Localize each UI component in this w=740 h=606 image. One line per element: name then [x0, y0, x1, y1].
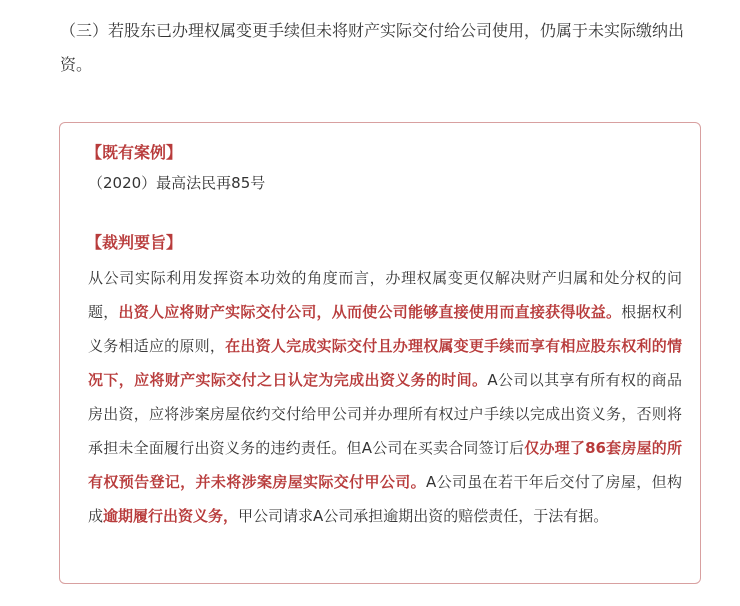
ruling-highlight: 出资人应将财产实际交付公司，从而使公司能够直接使用而直接获得收益。 — [118, 303, 622, 321]
ruling-segment: 从公司实际利用发挥资本功效的角度而言，办理权属变更仅解决财产归属和处分权的问题， — [88, 269, 682, 321]
existing-cases-heading: 【既有案例】 — [86, 143, 183, 162]
ruling-segment: A公司虽在若干年后交付了房屋，但构成 — [88, 473, 682, 525]
ruling-heading: 【裁判要旨】 — [86, 233, 183, 252]
case-box — [59, 122, 701, 584]
ruling-highlight: 在出资人完成实际交付且办理权属变更手续而享有相应股东权利的情况下，应将财产实际交付之日认定为完成出资义务的时间。 — [88, 337, 682, 389]
case-reference: （2020）最高法民再85号 — [88, 174, 266, 192]
ruling-segment: 根据权利义务相适应的原则， — [88, 303, 682, 355]
ruling-highlight: 仅办理了86套房屋的所有权预告登记，并未将涉案房屋实际交付甲公司。 — [88, 439, 683, 491]
ruling-segment: 甲公司请求A公司承担逾期出资的赔偿责任，于法有据。 — [238, 507, 609, 525]
ruling-body — [88, 261, 682, 533]
ruling-segment: A公司以其享有所有权的商品房出资，应将涉案房屋依约交付给甲公司并办理所有权过户手续以完成出资义务，否则将承担未全面履行出资义务的违约责任。但A公司在买卖合同签订后 — [88, 371, 682, 457]
intro-paragraph: （三）若股东已办理权属变更手续但未将财产实际交付给公司使用，仍属于未实际缴纳出资。 — [60, 21, 685, 74]
ruling-highlight: 逾期履行出资义务， — [103, 507, 239, 525]
